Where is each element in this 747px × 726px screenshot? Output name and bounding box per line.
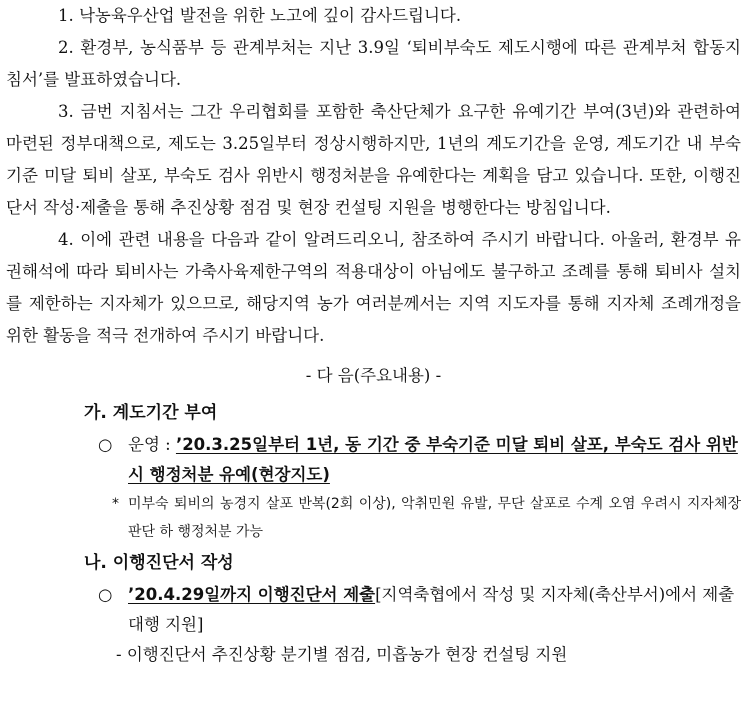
asterisk-mark: *: [112, 496, 119, 512]
section-na-bullet: [98, 580, 741, 640]
section-na-dash-item: - 이행진단서 추진상황 분기별 점검, 미흡농가 현장 컨설팅 지원: [116, 645, 568, 664]
section-na-title: 나. 이행진단서 작성: [84, 553, 234, 573]
circle-bullet-icon: ○: [98, 585, 113, 604]
circle-bullet-icon: ○: [98, 435, 113, 454]
paragraph-1: 1. 낙농육우산업 발전을 위한 노고에 깊이 감사드립니다.: [58, 6, 462, 25]
submission-deadline-highlight: ’20.4.29일까지 이행진단서 제출: [128, 585, 376, 604]
note-text: 미부숙 퇴비의 농경지 살포 반복(2회 이상), 악취민원 유발, 무단 살포로 수계 오염 우려시 지자체장 판단 하 행정처분 가능: [128, 496, 741, 540]
section-ga-note: [112, 490, 741, 546]
grace-period-highlight: ’20.3.25일부터 1년, 동 기간 중 부숙기준 미달 퇴비 살포, 부숙도 검사 위반시 행정처분 유예(현장지도): [128, 435, 738, 484]
section-ga-bullet: [98, 430, 741, 490]
section-ga-title: 가. 계도기간 부여: [84, 403, 218, 423]
paragraph-2: 2. 환경부, 농식품부 등 관계부처는 지난 3.9일 ‘퇴비부숙도 제도시행에 따른 관계부처 합동지침서’를 발표하였습니다.: [6, 38, 741, 89]
section-heading: - 다 음(주요내용) -: [305, 366, 442, 385]
operation-prefix: 운영 :: [128, 435, 176, 454]
submission-support-text: [지역축협에서 작성 및 지자체(축산부서)에서 제출대행 지원]: [128, 585, 735, 634]
paragraph-3: 3. 금번 지침서는 그간 우리협회를 포함한 축산단체가 요구한 유예기간 부여(3년)와 관련하여 마련된 정부대책으로, 제도는 3.25일부터 정상시행하지만, 1년의 계도기간을 운영, 계도기간 내 부숙기준 미달 퇴비 살포, 부숙도 검사 위반시 행정처분을 유예한다는 계획을 담고 있습니다. 또한, 이행진단서 작성·제출을 통해 추진상황 점검 및 현장 컨설팅 지원을 병행한다는 방침입니다.: [6, 102, 741, 217]
paragraph-4: 4. 이에 관련 내용을 다음과 같이 알려드리오니, 참조하여 주시기 바랍니다. 아울러, 환경부 유권해석에 따라 퇴비사는 가축사육제한구역의 적용대상이 아님에도 불구하고 조례를 통해 퇴비사 설치를 제한하는 지자체가 있으므로, 해당지역 농가 여러분께서는 지역 지도자를 통해 지자체 조례개정을 위한 활동을 적극 전개하여 주시기 바랍니다.: [6, 230, 741, 345]
